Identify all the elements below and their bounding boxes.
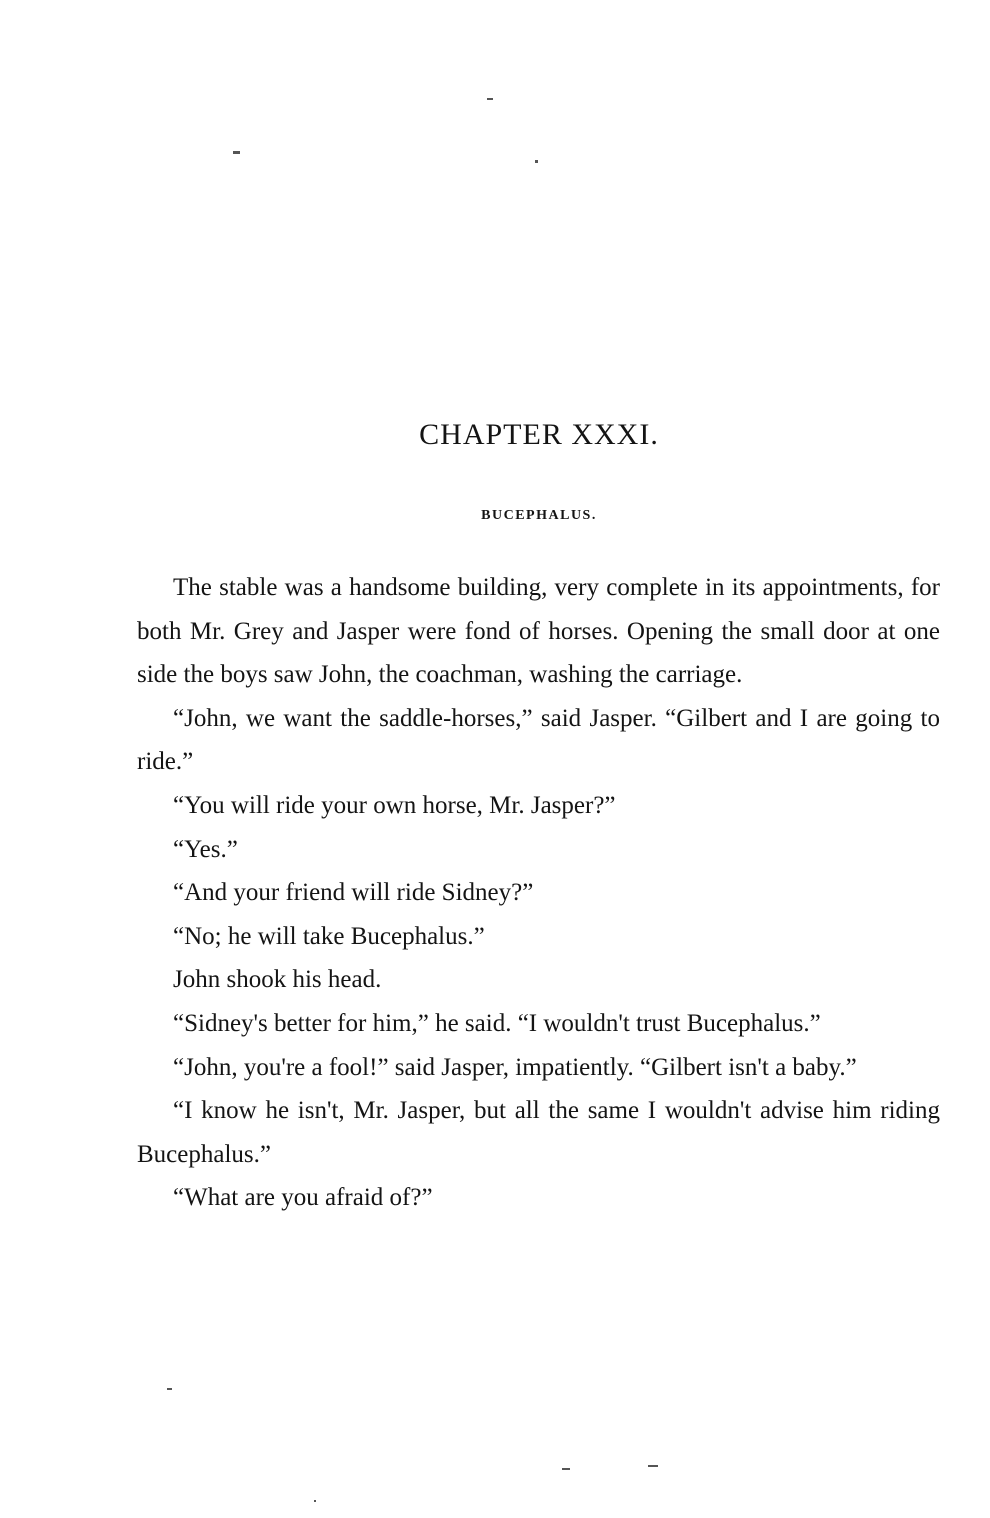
paragraph: “I know he isn't, Mr. Jasper, but all the same I wouldn't advise him riding Bucephalus.” xyxy=(137,1097,940,1168)
chapter-body xyxy=(137,566,940,1220)
paragraph: “John, you're a fool!” said Jasper, impatiently. “Gilbert isn't a baby.” xyxy=(173,1053,857,1081)
paragraph: “John, we want the saddle-horses,” said Jasper. “Gilbert and I are going to ride.” xyxy=(137,704,940,776)
paragraph: “Sidney's better for him,” he said. “I wouldn't trust Bucephalus.” xyxy=(173,1009,821,1037)
ink-speck xyxy=(487,98,493,100)
paragraph: “What are you afraid of?” xyxy=(173,1184,433,1212)
paragraph: “And your friend will ride Sidney?” xyxy=(173,879,534,907)
ink-speck xyxy=(167,1388,172,1390)
ink-speck xyxy=(233,151,240,154)
paragraph: The stable was a handsome building, very complete in its appointments, for both Mr. Grey and Jasper were fond of horses. Opening the small door at one side the boys saw John, the coachman, washing the carriage. xyxy=(137,574,940,689)
ink-speck xyxy=(535,160,538,163)
ink-speck xyxy=(314,1500,316,1502)
paragraph: “You will ride your own horse, Mr. Jasper?” xyxy=(173,791,616,819)
paragraph: “No; he will take Bucephalus.” xyxy=(173,922,485,950)
chapter-subtitle: BUCEPHALUS. xyxy=(481,508,597,523)
ink-speck xyxy=(562,1468,570,1470)
ink-speck xyxy=(648,1465,658,1467)
paragraph: John shook his head. xyxy=(173,966,382,994)
paragraph: “Yes.” xyxy=(173,835,238,863)
chapter-title: CHAPTER XXXI. xyxy=(419,418,659,451)
